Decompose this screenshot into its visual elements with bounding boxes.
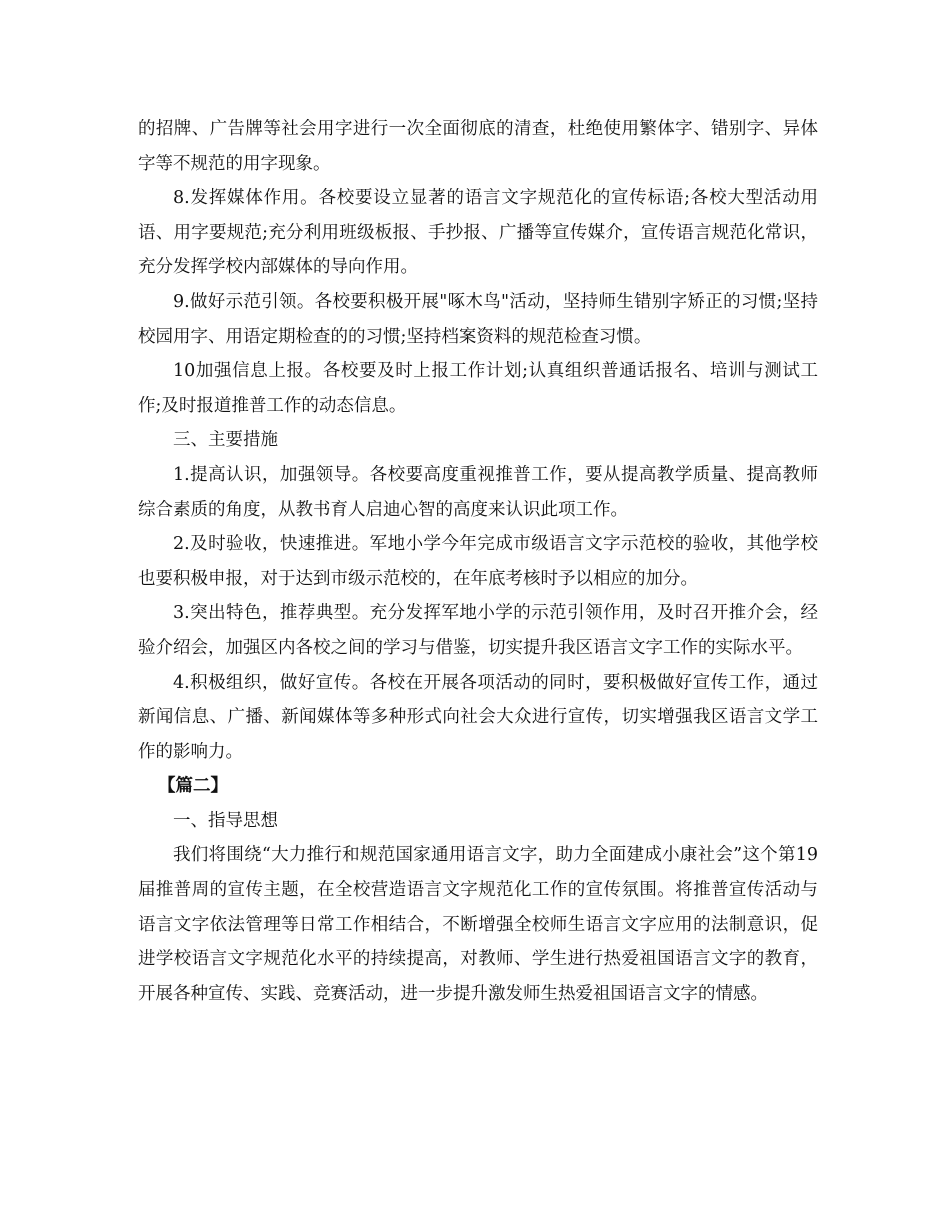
part-two-heading: 【篇二】 — [158, 776, 228, 797]
paragraph-item-8: 8.发挥媒体作用。各校要设立显著的语言文字规范化的宣传标语;各校大型活动用语、用字要规范;充分利用班级板报、手抄报、广播等宣传媒介，宣传语言规范化常识，充分发挥学校内部媒体的导向作用。 — [138, 188, 818, 278]
section-heading-measures: 三、主要措施 — [173, 430, 278, 451]
paragraph-measure-3: 3.突出特色，推荐典型。充分发挥军地小学的示范引领作用，及时召开推介会，经验介绍会，加强区内各校之间的学习与借鉴，切实提升我区语言文字工作的实际水平。 — [138, 603, 818, 658]
section-heading-guiding-ideology: 一、指导思想 — [173, 810, 278, 831]
paragraph-item-10: 10加强信息上报。各校要及时上报工作计划;认真组织普通话报名、培训与测试工作;及时报道推普工作的动态信息。 — [138, 361, 818, 416]
paragraph-guiding-ideology: 我们将围绕“大力推行和规范国家通用语言文字，助力全面建成小康社会”这个第19届推普周的宣传主题，在全校营造语言文字规范化工作的宣传氛围。将推普宣传活动与语言文字依法管理等日常工作相结合，不断增强全校师生语言文字应用的法制意识，促进学校语言文字规范化水平的持续提高，对教师、学生进行热爱祖国语言文字的教育，开展各种宣传、实践、竞赛活动，进一步提升激发师生热爱祖国语言文字的情感。 — [138, 845, 818, 1004]
paragraph-measure-2: 2.及时验收，快速推进。军地小学今年完成市级语言文字示范校的验收，其他学校也要积极申报，对于达到市级示范校的，在年底考核时予以相应的加分。 — [138, 534, 818, 589]
paragraph-item-9: 9.做好示范引领。各校要积极开展"啄木鸟"活动，坚持师生错别字矫正的习惯;坚持校园用字、用语定期检查的的习惯;坚持档案资料的规范检查习惯。 — [138, 291, 818, 347]
paragraph-continuation: 的招牌、广告牌等社会用字进行一次全面彻底的清查，杜绝使用繁体字、错别字、异体字等不规范的用字现象。 — [138, 119, 818, 174]
document-body — [138, 112, 818, 1011]
paragraph-measure-1: 1.提高认识，加强领导。各校要高度重视推普工作，要从提高教学质量、提高教师综合素质的角度，从教书育人启迪心智的高度来认识此项工作。 — [138, 464, 818, 520]
paragraph-measure-4: 4.积极组织，做好宣传。各校在开展各项活动的同时，要积极做好宣传工作，通过新闻信息、广播、新闻媒体等多种形式向社会大众进行宣传，切实增强我区语言文学工作的影响力。 — [138, 672, 818, 762]
